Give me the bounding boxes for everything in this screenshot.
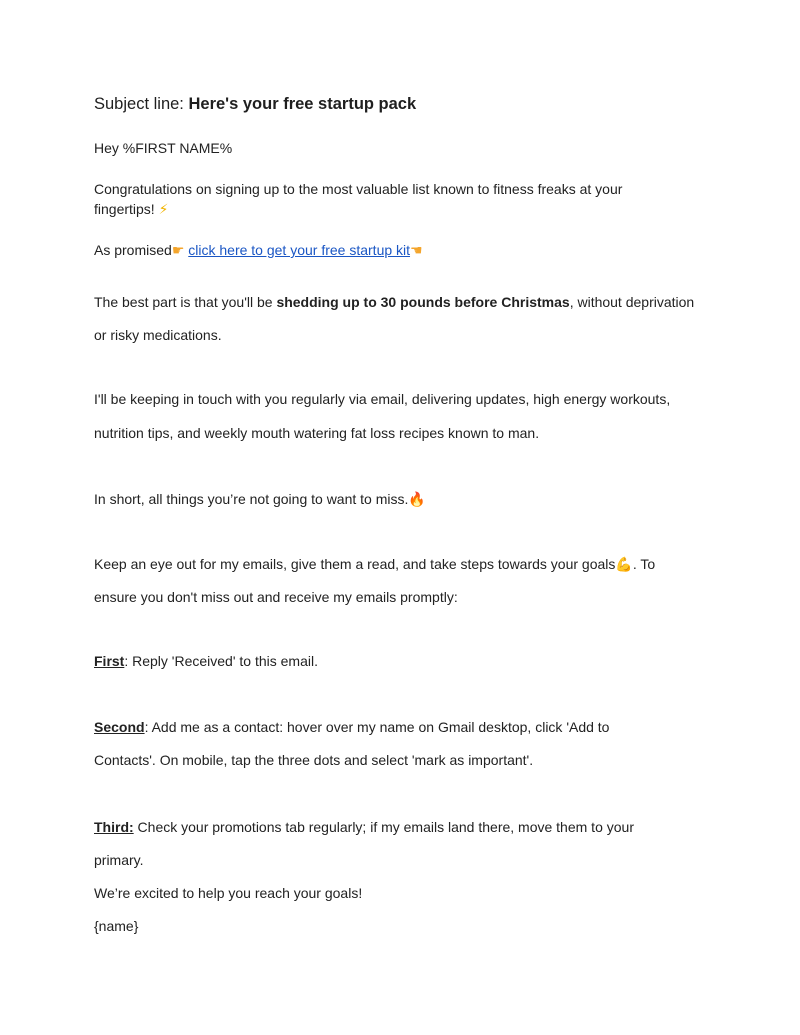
congrats-line-2 (94, 200, 168, 218)
eye-text-a: Keep an eye out for my emails, give them a read, and take steps towards your goals (94, 556, 616, 572)
eye-line-1 (94, 555, 655, 573)
eye-line-2: ensure you don't miss out and receive my emails promptly: (94, 589, 458, 605)
best-suffix: , without deprivation (569, 294, 695, 310)
first-text: : Reply 'Received' to this email. (124, 653, 318, 669)
touch-line-2: nutrition tips, and weekly mouth watering fat loss recipes known to man. (94, 425, 540, 441)
best-bold-text: shedding up to 30 pounds before Christmas (276, 294, 570, 310)
short-line (94, 490, 426, 508)
best-prefix: The best part is that you'll be (94, 294, 277, 310)
startup-kit-link[interactable]: click here to get your free startup kit (188, 242, 411, 258)
second-step-line-2: Contacts'. On mobile, tap the three dots and select 'mark as important'. (94, 752, 534, 768)
eye-text-b: . To (632, 556, 656, 572)
touch-line-1: I'll be keeping in touch with you regularly via email, delivering updates, high energy workouts, (94, 391, 671, 407)
signature: {name} (94, 918, 139, 934)
third-step-line-2: primary. (94, 852, 144, 868)
greeting: Hey %FIRST NAME% (94, 140, 233, 156)
best-part-line-2: or risky medications. (94, 327, 222, 343)
pointing-left-icon: ☚ (410, 243, 423, 259)
first-label: First (94, 653, 125, 669)
second-step-line-1 (94, 718, 609, 736)
promise-line (94, 241, 423, 259)
third-label: Third: (94, 819, 134, 835)
pointing-right-icon: ☛ (171, 243, 185, 259)
fire-icon: 🔥 (408, 492, 426, 508)
high-voltage-icon: ⚡ (158, 202, 169, 218)
congrats-line-1: Congratulations on signing up to the most valuable list known to fitness freaks at your (94, 181, 623, 197)
second-label: Second (94, 719, 145, 735)
subject-line (94, 93, 416, 115)
third-step-line-1 (94, 818, 634, 836)
subject-prefix: Subject line: (94, 95, 189, 113)
closing-line: We’re excited to help you reach your goals! (94, 885, 363, 901)
second-text-1: : Add me as a contact: hover over my name on Gmail desktop, click 'Add to (144, 719, 610, 735)
short-text: In short, all things you’re not going to want to miss. (94, 491, 409, 507)
subject-text: Here's your free startup pack (188, 95, 417, 113)
congrats-text: fingertips! (94, 201, 159, 217)
third-text-1: Check your promotions tab regularly; if my emails land there, move them to your (133, 819, 634, 835)
best-part-line-1 (94, 293, 694, 311)
first-step (94, 652, 318, 670)
flexed-biceps-icon: 💪 (615, 557, 633, 573)
promise-prefix: As promised (94, 242, 172, 258)
